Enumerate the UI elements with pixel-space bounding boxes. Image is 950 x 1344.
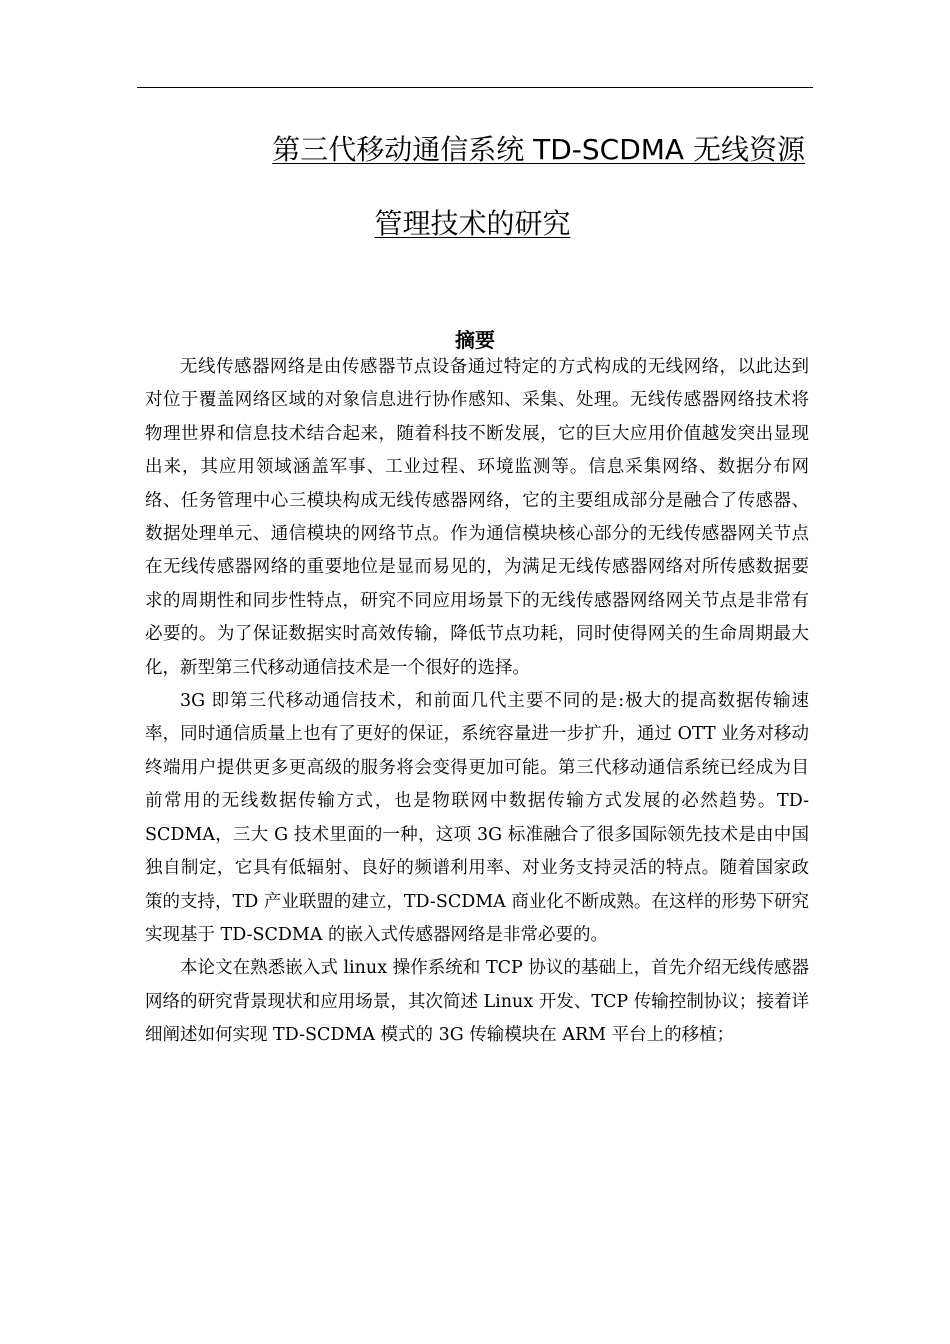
- abstract-paragraph-1: 无线传感器网络是由传感器节点设备通过特定的方式构成的无线网络，以此达到对位于覆盖网络区域的对象信息进行协作感知、采集、处理。无线传感器网络技术将物理世界和信息技术结合起来，随着科技不断发展，它的巨大应用价值越发突出显现出来，其应用领域涵盖军事、工业过程、环境监测等。信息采集网络、数据分布网络、任务管理中心三模块构成无线传感器网络，它的主要组成部分是融合了传感器、数据处理单元、通信模块的网络节点。作为通信模块核心部分的无线传感器网关节点在无线传感器网络的重要地位是显而易见的，为满足无线传感器网络对所传感数据要求的周期性和同步性特点，研究不同应用场景下的无线传感器网络网关节点是非常有必要的。为了保证数据实时高效传输，降低节点功耗，同时使得网关的生命周期最大化，新型第三代移动通信技术是一个很好的选择。: [145, 357, 809, 678]
- abstract-heading: 摘要: [455, 328, 495, 352]
- abstract-body: [145, 351, 809, 1053]
- abstract-paragraph-3: 本论文在熟悉嵌入式 linux 操作系统和 TCP 协议的基础上，首先介绍无线传感器网络的研究背景现状和应用场景，其次简述 Linux 开发、TCP 传输控制协议；接着详细阐述如何实现 TD-SCDMA 模式的 3G 传输模块在 ARM 平台上的移植；: [145, 958, 809, 1046]
- header-rule: [137, 87, 813, 88]
- title-line-1: 第三代移动通信系统 TD-SCDMA 无线资源: [272, 133, 805, 166]
- title-line-2: 管理技术的研究: [374, 207, 571, 240]
- abstract-paragraph-2: 3G 即第三代移动通信技术，和前面几代主要不同的是:极大的提高数据传输速率，同时通信质量上也有了更好的保证，系统容量进一步扩升，通过 OTT 业务对移动终端用户提供更多更高级的服务将会变得更加可能。第三代移动通信系统已经成为目前常用的无线数据传输方式，也是物联网中数据传输方式发展的必然趋势。TD-SCDMA，三大 G 技术里面的一种，这项 3G 标准融合了很多国际领先技术是由中国独自制定，它具有低辐射、良好的频谱利用率、对业务支持灵活的特点。随着国家政策的支持，TD 产业联盟的建立，TD-SCDMA 商业化不断成熟。在这样的形势下研究实现基于 TD-SCDMA 的嵌入式传感器网络是非常必要的。: [145, 691, 809, 945]
